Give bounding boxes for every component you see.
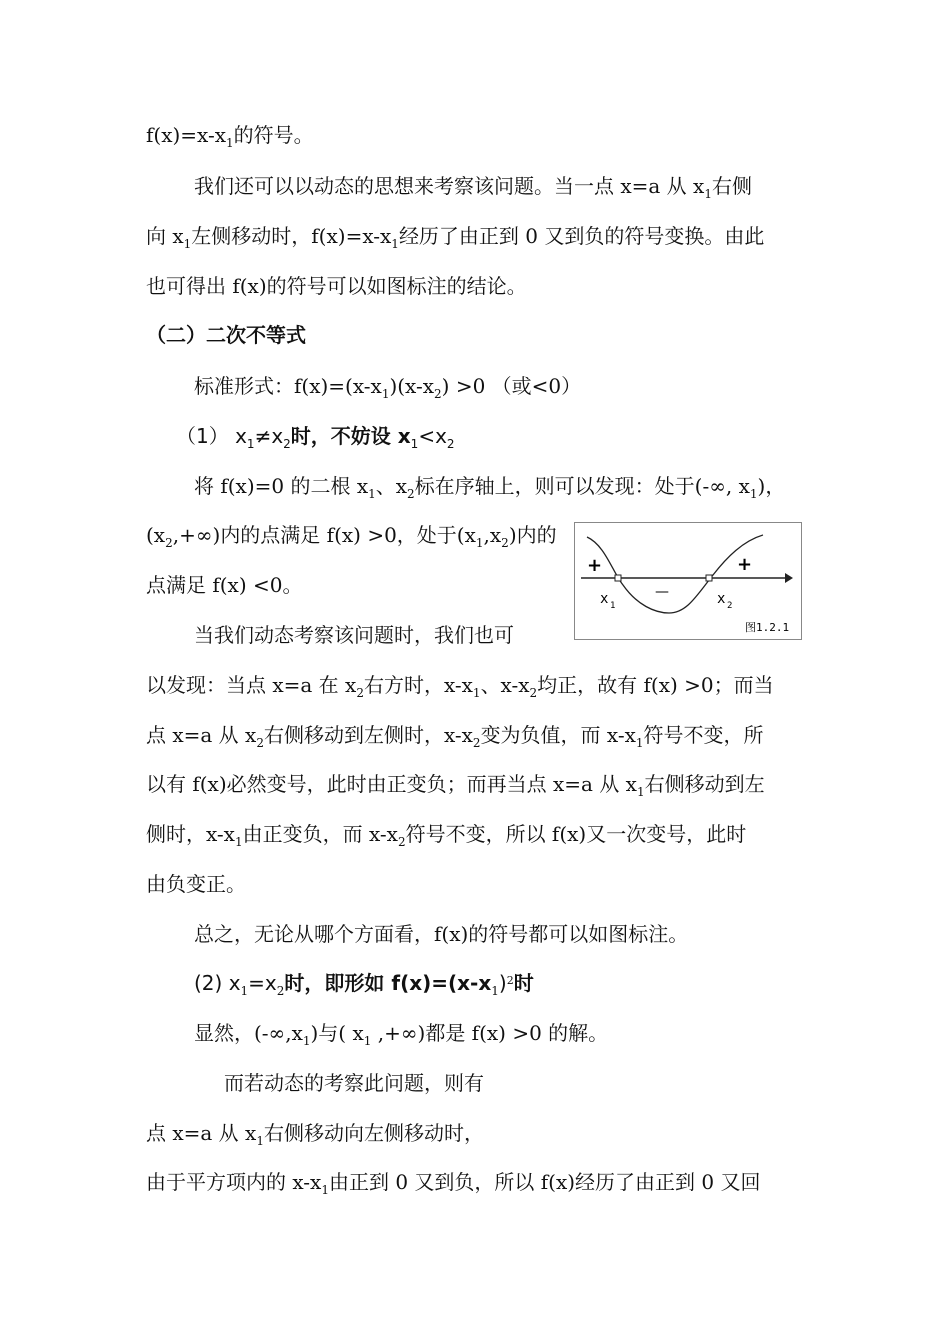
text: )与( x (310, 1021, 364, 1045)
text: ,x (483, 523, 502, 547)
subscript: 1 (321, 1183, 329, 1197)
line-9 (146, 522, 557, 548)
text: 时，不妨设 x (290, 424, 411, 448)
text: f(x)=x-x (146, 123, 227, 147)
text: 向 x (146, 224, 184, 248)
line-13 (146, 722, 764, 748)
subscript: 1 (363, 1034, 372, 1048)
subscript: 1 (491, 984, 499, 998)
text: ) >0 （或<0） (441, 374, 582, 398)
subscript: 1 (256, 1134, 264, 1148)
text: 显然，(-∞,x (194, 1021, 303, 1045)
text: ≠x (254, 424, 284, 448)
text: （1） x (176, 424, 247, 448)
text: 的符号。 (233, 123, 314, 147)
subscript: 2 (356, 686, 364, 700)
subscript: 1 (749, 487, 758, 501)
text: 变为负值，而 x-x (480, 723, 636, 747)
subscript: 1 (234, 835, 243, 849)
text: 右侧 (711, 174, 752, 198)
subscript: 2 (407, 487, 415, 501)
text: 以有 f(x)必然变号，此时由正变负；而再当点 x=a 从 x (146, 772, 637, 796)
text: 由负变正。 (146, 872, 246, 896)
line-6 (194, 373, 581, 399)
text: 总之，无论从哪个方面看，f(x)的符号都可以如图标注。 (194, 922, 689, 946)
subscript: 2 (529, 686, 538, 700)
subscript: 1 (302, 1034, 311, 1048)
subscript: 2 (397, 835, 406, 849)
subscript: 2 (501, 536, 509, 550)
subscript: 1 (704, 187, 712, 201)
text: 也可得出 f(x)的符号可以如图标注的结论。 (146, 274, 527, 298)
text: 我们还可以以动态的思想来考察该问题。当一点 x=a 从 x (194, 174, 705, 198)
text: =x (248, 971, 277, 995)
axis-arrow-icon (785, 573, 793, 583)
minus-sign: — (655, 584, 669, 600)
text: 将 f(x)=0 的二根 x (194, 474, 369, 498)
text: 由于平方项内的 x-x (146, 1170, 322, 1194)
root-point-2 (706, 575, 712, 581)
line-11 (194, 622, 514, 648)
text: 右侧移动到左 (644, 772, 765, 796)
line-22 (146, 1169, 761, 1195)
text: 经历了由正到 0 又到负的符号变换。由此 (398, 224, 765, 248)
text: 点 x=a 从 x (146, 1121, 257, 1145)
text: (2) x (194, 971, 241, 995)
text: )内的 (508, 523, 557, 547)
subscript: 1 (636, 785, 645, 799)
line-1 (146, 122, 314, 148)
text: 右侧移动到左侧时，x-x (263, 723, 473, 747)
text: ) (498, 971, 507, 995)
subscript: 2 (165, 536, 173, 550)
subscript: 1 (475, 536, 484, 550)
subscript: 1 (472, 686, 481, 700)
text: 由正变负，而 x-x (242, 822, 398, 846)
text: 标准形式：f(x)=(x-x (194, 374, 382, 398)
text: 符号不变，所 (643, 723, 764, 747)
subscript: 1 (381, 387, 390, 401)
subscript: 1 (391, 237, 399, 251)
text: 时 (513, 971, 534, 995)
text: 点满足 f(x) <0。 (146, 573, 303, 597)
figure-caption: 图1.2.1 (745, 621, 790, 634)
text: <x (418, 424, 447, 448)
plus-right: + (737, 554, 753, 575)
line-21 (146, 1120, 484, 1146)
text: 以发现：当点 x=a 在 x (146, 673, 357, 697)
subscript: 2 (276, 984, 285, 998)
superscript: 2 (506, 974, 514, 987)
text: （二）二次不等式 (146, 323, 306, 347)
root-label-1-sub: 1 (610, 601, 616, 611)
text: ,+∞)都是 f(x) >0 的解。 (371, 1021, 609, 1045)
text: )， (757, 474, 786, 498)
line-10 (146, 572, 302, 598)
text: 当我们动态考察该问题时，我们也可 (194, 623, 514, 647)
line-17 (194, 921, 688, 947)
line-2 (194, 173, 752, 199)
text: 而若动态的考察此问题，则有 (224, 1071, 484, 1095)
text: 右方时，x-x (363, 673, 473, 697)
text: 点 x=a 从 x (146, 723, 257, 747)
line-16 (146, 871, 246, 897)
root-point-1 (615, 575, 621, 581)
text: 由正到 0 又到负，所以 f(x)经历了由正到 0 又回 (328, 1170, 761, 1194)
text: 时，即形如 f(x)=(x-x (284, 971, 492, 995)
line-12 (146, 672, 774, 698)
subscript: 1 (368, 487, 376, 501)
line-3 (146, 223, 764, 249)
text: 、x-x (480, 673, 530, 697)
line-15 (146, 821, 746, 847)
subscript: 2 (434, 387, 442, 401)
text: )(x-x (389, 374, 435, 398)
line-19 (194, 1020, 608, 1046)
root-label-1: x (600, 591, 609, 607)
text: 均正，故有 f(x) >0；而当 (537, 673, 774, 697)
line-7 (176, 423, 455, 449)
text: 侧时，x-x (146, 822, 235, 846)
subscript: 2 (472, 736, 481, 750)
section-title (146, 322, 306, 348)
text: ,+∞)内的点满足 f(x) >0，处于(x (172, 523, 476, 547)
root-label-2-sub: 2 (727, 601, 733, 611)
text: 符号不变，所以 f(x)又一次变号，此时 (405, 822, 747, 846)
plus-left: + (587, 555, 603, 576)
sign-diagram (575, 523, 801, 639)
line-20 (224, 1070, 484, 1096)
subscript: 2 (446, 437, 455, 451)
line-14 (146, 771, 765, 797)
text: 、x (375, 474, 408, 498)
text: (x (146, 523, 166, 547)
subscript: 1 (226, 136, 234, 150)
subscript: 1 (635, 736, 644, 750)
subscript: 2 (256, 736, 264, 750)
subscript: 1 (410, 437, 419, 451)
root-label-2: x (717, 591, 726, 607)
subscript: 1 (183, 237, 192, 251)
line-4 (146, 273, 527, 299)
subscript: 1 (246, 437, 255, 451)
line-18 (194, 970, 534, 996)
text: 左侧移动时，f(x)=x-x (191, 224, 392, 248)
text: 右侧移动向左侧移动时， (263, 1121, 484, 1145)
figure-1-2-1 (574, 522, 802, 640)
subscript: 1 (240, 984, 249, 998)
line-8 (194, 473, 785, 499)
text: 标在序轴上，则可以发现：处于(-∞, x (414, 474, 750, 498)
subscript: 2 (283, 437, 291, 451)
